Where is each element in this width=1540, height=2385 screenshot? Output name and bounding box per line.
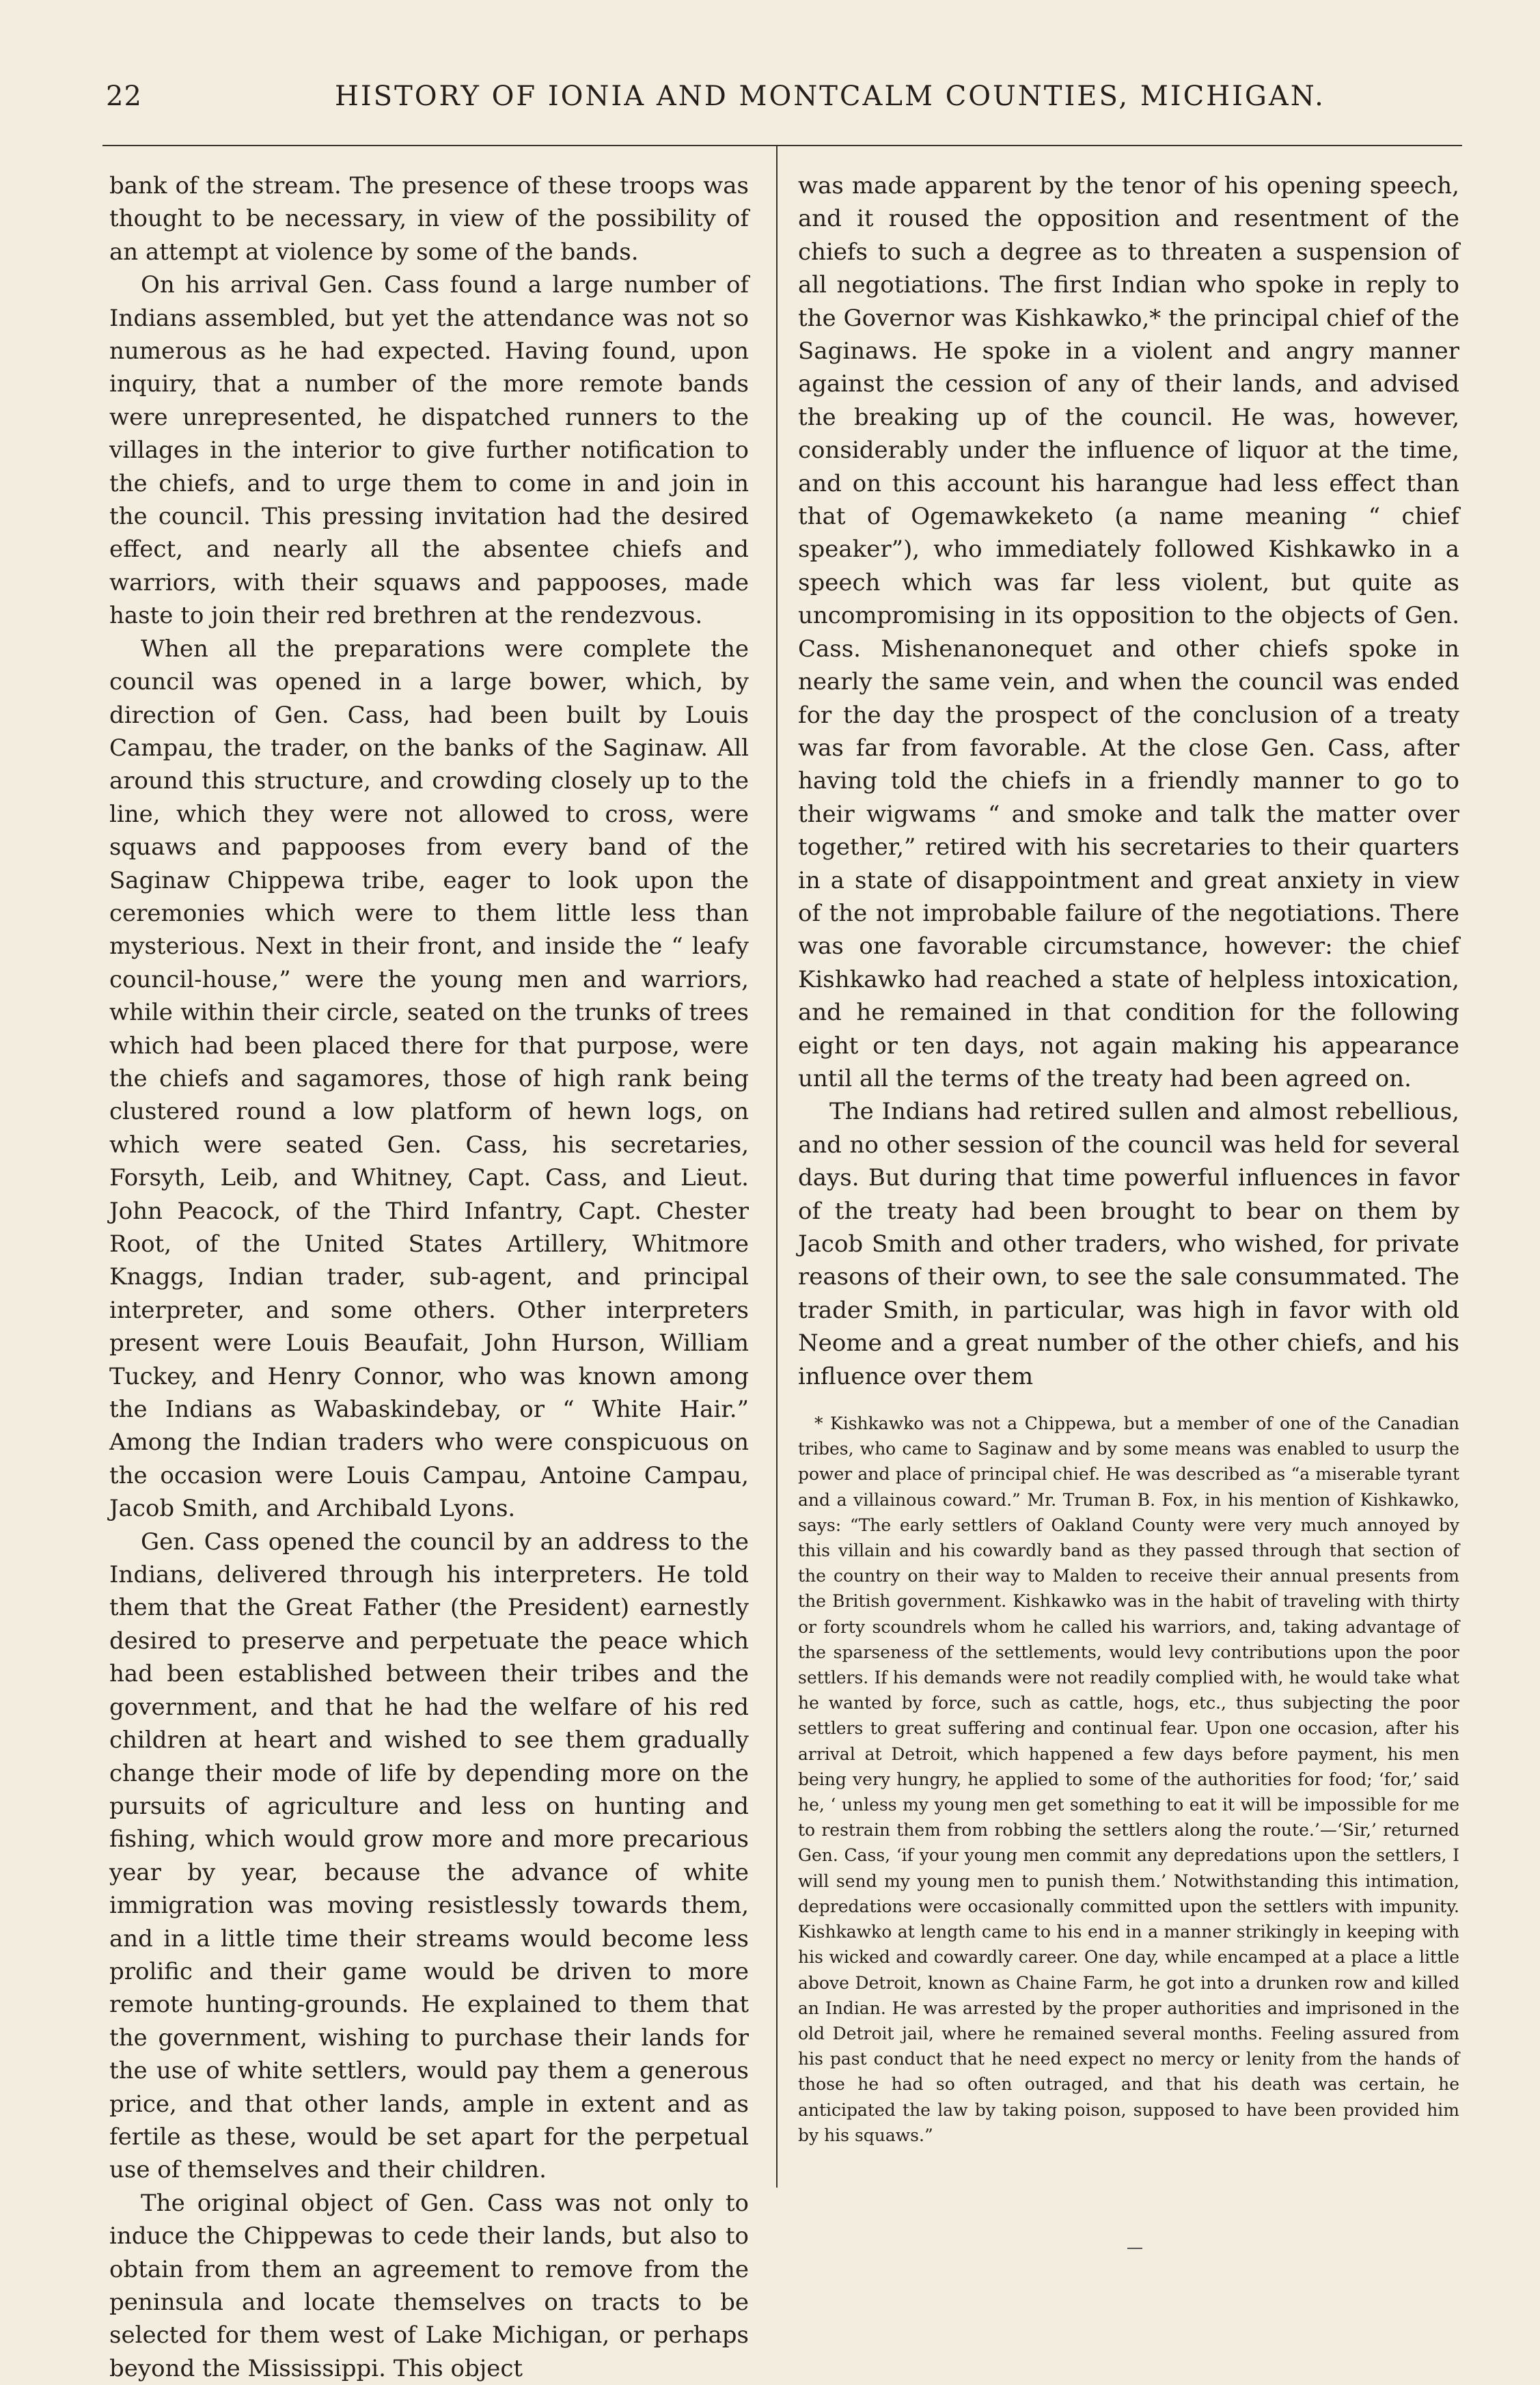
page-header xyxy=(102,81,1428,122)
footnote-text: * Kishkawko was not a Chippewa, but a member of one of the Canadian tribes, who came to Saginaw and by some means was enabled to usurp the power and place of principal chief. He was described as “a miserable tyrant and a villainous coward.” Mr. Truman B. Fox, in his mention of Kishkawko, says: “The early settlers of Oakland County were very much annoyed by this villain and his cowardly band as they passed through that section of the country on their way to Malden to receive their annual presents from the British government. Kishkawko was in the habit of traveling with thirty or forty scoundrels whom he called his warriors, and, taking advantage of the sparseness of the settlements, would levy contributions upon the poor settlers. If his demands were not readily complied with, he would take what he wanted by force, such as cattle, hogs, etc., thus subjecting the poor settlers to great suffering and continual fear. Upon one occasion, after his arrival at Detroit, which happened a few days before payment, his men being very hungry, he applied to some of the authorities for food; ‘for,’ said he, ‘ unless my young men get something to eat it will be impossible for me to restrain them from robbing the settlers along the route.’—‘Sir,’ returned Gen. Cass, ‘if your young men commit any depredations upon the settlers, I will send my young men to punish them.’ Notwithstanding this intimation, depredations were occasionally committed upon the settlers with impunity. Kishkawko at length came to his end in a manner strikingly in keeping with his wicked and cowardly career. One day, while encamped at a place a little above Detroit, known as Chaine Farm, he got into a drunken row and killed an Indian. He was arrested by the proper authorities and imprisoned in the old Detroit jail, where he remained several months. Feeling assured from his past conduct that he need expect no mercy or lenity from the hands of those he had so often outraged, and that his death was certain, he anticipated the law by taking poison, supposed to have been provided him by his squaws.” xyxy=(798,1414,1459,2145)
right-column xyxy=(798,169,1459,2148)
paragraph: When all the preparations were complete the council was opened in a large bower, which, by direction of Gen. Cass, had been built by Louis Campau, the trader, on the banks of the Saginaw. All around this structure, and crowding closely up to the line, which they were not allowed to cross, were squaws and pappooses from every band of the Saginaw Chippewa tribe, eager to look upon the ceremonies which were to them little less than mysterious. Next in their front, and inside the “ leafy council-house,” were the young men and warriors, while within their circle, seated on the trunks of trees which had been placed there for that purpose, were the chiefs and sagamores, those of high rank being clustered round a low platform of hewn logs, on which were seated Gen. Cass, his secretaries, Forsyth, Leib, and Whitney, Capt. Cass, and Lieut. John Peacock, of the Third Infantry, Capt. Chester Root, of the United States Artillery, Whitmore Knaggs, Indian trader, sub-agent, and principal interpreter, and some others. Other interpreters present were Louis Beaufait, John Hurson, William Tuckey, and Henry Connor, who was known among the Indians as Wabaskindebay, or “ White Hair.” Among the Indian traders who were conspicuous on the occasion were Louis Campau, Antoine Campau, Jacob Smith, and Archibald Lyons. xyxy=(109,635,749,1523)
printer-mark xyxy=(1127,2248,1142,2249)
column-divider xyxy=(776,145,778,2188)
left-column xyxy=(109,169,749,2385)
header-rule xyxy=(102,145,1462,146)
footnote xyxy=(798,1411,1459,2148)
paragraph: On his arrival Gen. Cass found a large number of Indians assembled, but yet the attendance was not so numerous as he had expected. Having found, upon inquiry, that a number of the more remote bands were unrepresented, he dispatched runners to the villages in the interior to give further notification to the chiefs, and to urge them to come in and join in the council. This pressing invitation had the desired effect, and nearly all the absentee chiefs and warriors, with their squaws and pappooses, made haste to join their red brethren at the rendezvous. xyxy=(109,271,749,630)
paragraph: was made apparent by the tenor of his opening speech, and it roused the opposition and resentment of the chiefs to such a degree as to threaten a suspension of all negotiations. The first Indian who spoke in reply to the Governor was Kishkawko,* the principal chief of the Saginaws. He spoke in a violent and angry manner against the cession of any of their lands, and advised the breaking up of the council. He was, however, considerably under the influence of liquor at the time, and on this account his harangue had less effect than that of Ogemawkeketo (a name meaning “ chief speaker”), who immediately followed Kishkawko in a speech which was far less violent, but quite as uncompromising in its opposition to the objects of Gen. Cass. Mishenanonequet and other chiefs spoke in nearly the same vein, and when the council was ended for the day the prospect of the conclusion of a treaty was far from favorable. At the close Gen. Cass, after having told the chiefs in a friendly manner to go to their wigwams “ and smoke and talk the matter over together,” retired with his secretaries to their quarters in a state of disappointment and great anxiety in view of the not improbable failure of the negotiations. There was one favorable circumstance, however: the chief Kishkawko had reached a state of helpless intoxication, and he remained in that condition for the following eight or ten days, not again making his appearance until all the terms of the treaty had been agreed on. xyxy=(798,172,1459,1092)
paragraph: Gen. Cass opened the council by an address to the Indians, delivered through his interpreters. He told them that the Great Father (the President) earnestly desired to preserve and perpetuate the peace which had been established between their tribes and the government, and that he had the welfare of his red children at heart and wished to see them gradually change their mode of life by depending more on the pursuits of agriculture and less on hunting and fishing, which would grow more and more precarious year by year, because the advance of white immigration was moving resistlessly towards them, and in a little time their streams would become less prolific and their game would be driven to more remote hunting-grounds. He explained to them that the government, wishing to purchase their lands for the use of white settlers, would pay them a generous price, and that other lands, ample in extent and as fertile as these, would be set apart for the perpetual use of themselves and their children. xyxy=(109,1528,749,2184)
paragraph: The original object of Gen. Cass was not only to induce the Chippewas to cede their lands, but also to obtain from them an agreement to remove from the peninsula and locate themselves on tracts to be selected for them west of Lake Michigan, or perhaps beyond the Mississippi. This object xyxy=(109,2189,749,2382)
paragraph: bank of the stream. The presence of these troops was thought to be necessary, in view of the possibility of an attempt at violence by some of the bands. xyxy=(109,172,749,266)
running-head-title: HISTORY OF IONIA AND MONTCALM COUNTIES, MICHIGAN. xyxy=(335,81,1325,112)
page-number: 22 xyxy=(106,81,142,112)
paragraph: The Indians had retired sullen and almost rebellious, and no other session of the council was held for several days. But during that time powerful influences in favor of the treaty had been brought to bear on them by Jacob Smith and other traders, who wished, for private reasons of their own, to see the sale consummated. The trader Smith, in particular, was high in favor with old Neome and a great number of the other chiefs, and his influence over them xyxy=(798,1098,1459,1390)
